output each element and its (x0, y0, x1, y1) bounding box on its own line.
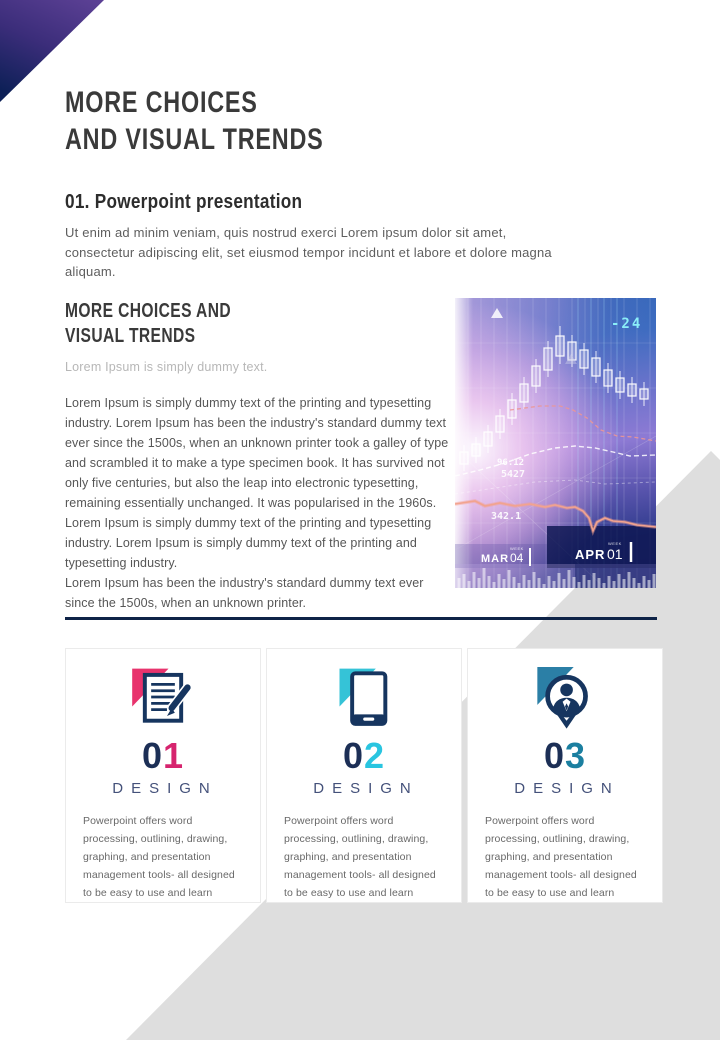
week-label-left: WEEK (510, 546, 524, 551)
red-dashed-line (510, 406, 656, 441)
white-dashed-line (455, 446, 656, 476)
intro-heading: 01. Powerpoint presentation (65, 191, 303, 213)
card-number: 01 (141, 734, 185, 776)
page-title-line1: MORE CHOICES (65, 86, 258, 119)
card-text: Powerpoint offers word processing, outlining, drawing, graphing, and presentation management tools- all designed to be easy to use and learn (485, 814, 637, 899)
page-title-line2: AND VISUAL TRENDS (65, 123, 324, 156)
article-heading-line1: MORE CHOICES AND (65, 300, 232, 322)
price-label-2: 5427 (501, 469, 526, 480)
tablet-icon (325, 667, 403, 732)
article-heading-line2: VISUAL TRENDS (65, 325, 196, 347)
article-subtitle: Lorem Ipsum is simply dummy text. (65, 360, 268, 374)
card-label: DESIGN (514, 779, 620, 797)
article-paragraph-1: Lorem Ipsum is simply dummy text of the printing and typesetting industry. Lorem Ipsum has been the industry's standard dummy text ever since the 1500s, when an unknown printer took a galley of type and scrambled it to make a type specimen book. It has survived not only five centuries, but also the leap into electronic typesetting, remaining essentially unchanged. It was popularised in the 1960s. Lorem Ipsum is simply dummy text of the printing and typesetting industry. Lorem Ipsum is simply dummy text of the printing and typesetting industry. (65, 396, 449, 570)
card-number: 02 (342, 734, 386, 776)
design-card-2 (266, 648, 462, 903)
article-heading (65, 299, 453, 349)
triangle-marker-icon (491, 308, 503, 318)
intro-body: Ut enim ad minim veniam, quis nostrud exerci Lorem ipsum dolor sit amet, consectetur adipiscing elit, set eiusmod tempor incidunt et labore et dolore magna aliquam. (65, 225, 552, 279)
page-title (65, 84, 396, 158)
date-left-day: 04 (510, 551, 524, 565)
card-text: Powerpoint offers word processing, outlining, drawing, graphing, and presentation management tools- all designed to be easy to use and learn (83, 814, 235, 899)
indicator-value: -24 (611, 316, 643, 332)
date-right-month: APR (575, 547, 606, 562)
card-label: DESIGN (112, 779, 218, 797)
stock-chart-graphic (455, 298, 656, 588)
design-card-1 (65, 648, 261, 903)
card-label: DESIGN (313, 779, 419, 797)
date-left-month: MAR (481, 553, 510, 565)
week-label-right: WEEK (608, 541, 622, 546)
article-paragraph-2: Lorem Ipsum has been the industry's standard dummy text ever since the 1500s, when an unknown printer. (65, 576, 424, 610)
person-pin-icon (526, 667, 604, 732)
price-label-1: 96.12 (497, 458, 525, 468)
intro-section (65, 191, 565, 282)
date-right-day: 01 (607, 546, 623, 562)
document-pen-icon (124, 667, 202, 732)
article-body (65, 393, 453, 613)
article-section (65, 299, 453, 613)
price-label-3: 342.1 (491, 511, 522, 522)
design-cards (65, 648, 663, 903)
stock-market-image (455, 298, 656, 588)
candlestick-bodies (460, 336, 648, 464)
design-card-3 (467, 648, 663, 903)
card-text: Powerpoint offers word processing, outlining, drawing, graphing, and presentation management tools- all designed to be easy to use and learn (284, 814, 436, 899)
card-number: 03 (543, 734, 587, 776)
divider-line (65, 617, 657, 620)
faint-dashed-line (455, 480, 656, 494)
